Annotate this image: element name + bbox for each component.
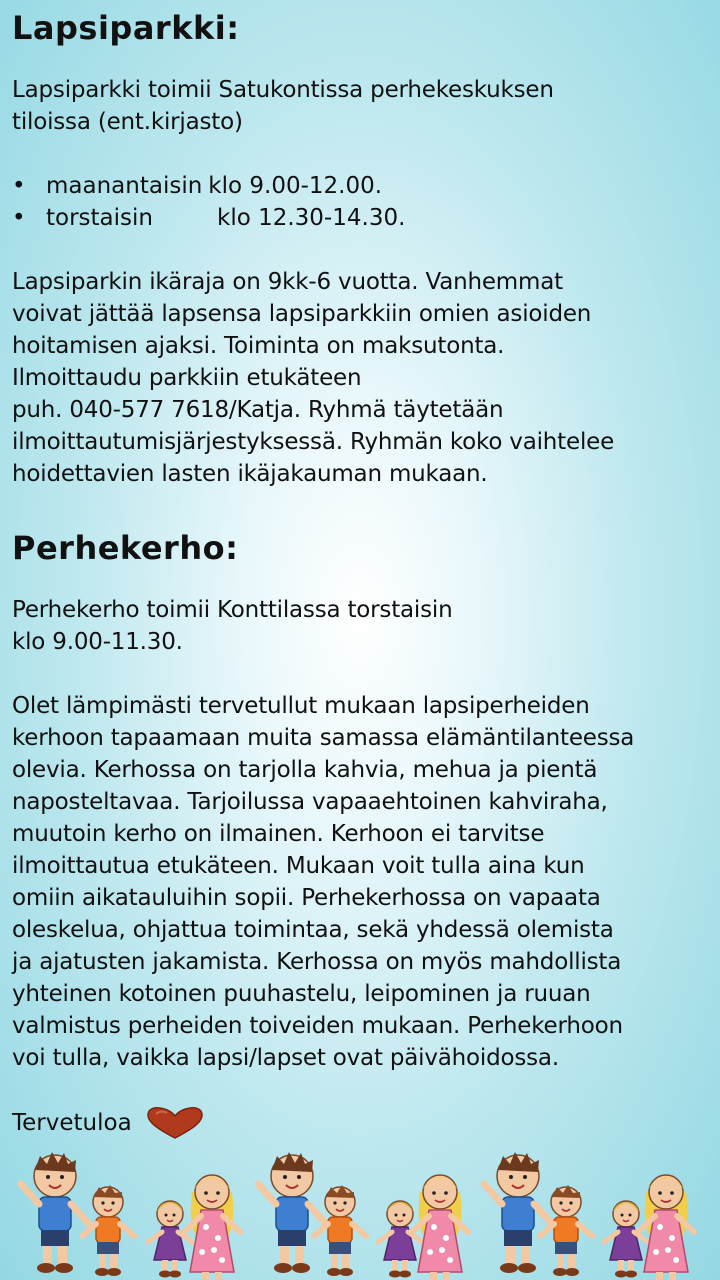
hours-time: klo 9.00-12.00. (208, 173, 383, 199)
body-line: ja ajatusten jakamista. Kerhossa on myös mahdollista (12, 949, 622, 975)
perhekerho-body (12, 690, 716, 1074)
body-line: ilmoittautua etukäteen. Mukaan voit tulla aina kun (12, 853, 585, 879)
body-line: Lapsiparkin ikäraja on 9kk-6 vuotta. Vanhemmat (12, 269, 563, 295)
welcome-line (12, 1106, 716, 1140)
body-line: voivat jättää lapsensa lapsiparkkiin omien asioiden (12, 301, 592, 327)
child-figure-boy-orange (540, 1185, 592, 1276)
body-line: oleskelua, ohjattua toimintaa, sekä yhdessä olemista (12, 917, 614, 943)
child-figure-girl-purple (604, 1201, 648, 1278)
body-line: olevia. Kerhossa on tarjolla kahvia, mehua ja pientä (12, 757, 598, 783)
perhekerho-heading: Perhekerho: (12, 529, 239, 567)
body-line: naposteltavaa. Tarjoilussa vapaaehtoinen kahviraha, (12, 789, 608, 815)
child-figure-girl-pink (184, 1175, 240, 1280)
body-line: puh. 040-577 7618/Katja. Ryhmä täytetään (12, 397, 504, 423)
child-figure-girl-purple (148, 1201, 192, 1278)
child-figure-boy-blue (258, 1152, 326, 1273)
body-line: valmistus perheiden toiveiden mukaan. Perhekerhoon (12, 1013, 623, 1039)
hours-item-monday (12, 170, 716, 202)
welcome-text: Tervetuloa (12, 1110, 132, 1136)
body-line: hoidettavien lasten ikäjakauman mukaan. (12, 461, 488, 487)
heart-icon (146, 1106, 204, 1140)
lapsiparkki-hours-list (12, 170, 716, 234)
hours-time: klo 12.30-14.30. (217, 205, 406, 231)
child-figure-boy-orange (314, 1185, 366, 1276)
perhekerho-intro-line-2: klo 9.00-11.30. (12, 629, 183, 655)
body-line: muutoin kerho on ilmainen. Kerhoon ei tarvitse (12, 821, 545, 847)
body-line: yhteinen kotoinen puuhastelu, leipominen ja ruuan (12, 981, 591, 1007)
child-figure-girl-pink (638, 1175, 694, 1280)
lapsiparkki-intro-line-2: tiloissa (ent.kirjasto) (12, 109, 243, 135)
child-figure-girl-pink (412, 1175, 468, 1280)
body-line: hoitamisen ajaksi. Toiminta on maksutonta. (12, 333, 505, 359)
lapsiparkki-heading: Lapsiparkki: (12, 9, 240, 47)
body-line: Ilmoittaudu parkkiin etukäteen (12, 365, 362, 391)
body-line: voi tulla, vaikka lapsi/lapset ovat päivähoidossa. (12, 1045, 559, 1071)
body-line: ilmoittautumisjärjestyksessä. Ryhmän koko vaihtelee (12, 429, 615, 455)
hours-item-thursday (12, 202, 716, 234)
body-line: Olet lämpimästi tervetullut mukaan lapsiperheiden (12, 693, 590, 719)
hours-day: torstaisin (46, 205, 153, 231)
document (12, 8, 716, 1140)
children-holding-hands-illustration (0, 1150, 720, 1280)
lapsiparkki-body (12, 266, 716, 490)
child-figure-boy-orange (82, 1185, 134, 1276)
child-figure-boy-blue (21, 1152, 89, 1273)
lapsiparkki-intro-line-1: Lapsiparkki toimii Satukontissa perhekeskuksen (12, 77, 554, 103)
child-figure-girl-purple (378, 1201, 422, 1278)
body-line: omiin aikatauluihin sopii. Perhekerhossa on vapaata (12, 885, 601, 911)
hours-day: maanantaisin (46, 173, 203, 199)
body-line: kerhoon tapaamaan muita samassa elämäntilanteessa (12, 725, 635, 751)
child-figure-boy-blue (484, 1152, 552, 1273)
perhekerho-intro-line-1: Perhekerho toimii Konttilassa torstaisin (12, 597, 453, 623)
